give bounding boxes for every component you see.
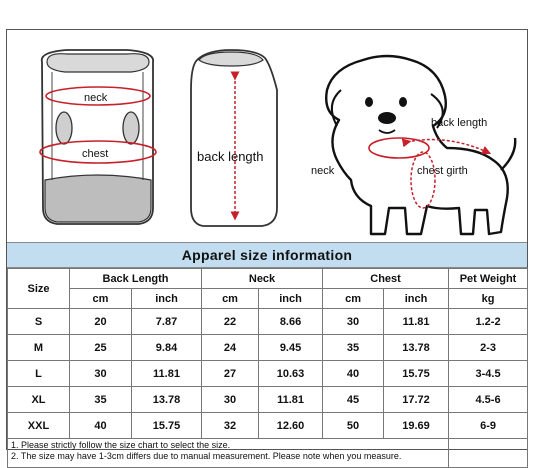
table-cell: 15.75 (132, 413, 202, 439)
table-row (8, 413, 528, 439)
size-table (7, 268, 528, 468)
table-cell: 12.60 (259, 413, 323, 439)
dog-chest-girth-label: chest girth (417, 165, 468, 177)
table-cell: 3-4.5 (449, 361, 528, 387)
table-cell: 30 (70, 361, 132, 387)
table-row (8, 361, 528, 387)
table-cell: 9.84 (132, 335, 202, 361)
table-cell: 20 (70, 309, 132, 335)
table-cell: 30 (202, 387, 259, 413)
table-cell: 24 (202, 335, 259, 361)
dog-neck-label: neck (311, 165, 335, 177)
group-header: Back Length (70, 269, 202, 289)
table-cell: 9.45 (259, 335, 323, 361)
unit-header: cm (323, 289, 384, 309)
back-length-label: back length (197, 149, 264, 164)
table-cell: 2-3 (449, 335, 528, 361)
size-chart-frame (6, 29, 528, 461)
table-cell: 22 (202, 309, 259, 335)
note-line: 1. Please strictly follow the size chart to select the size. (11, 440, 231, 450)
table-cell: 1.2-2 (449, 309, 528, 335)
unit-header: inch (259, 289, 323, 309)
table-cell: 25 (70, 335, 132, 361)
size-cell: XXL (8, 413, 70, 439)
table-title: Apparel size information (7, 242, 527, 268)
table-row (8, 309, 528, 335)
table-cell: 11.81 (259, 387, 323, 413)
table-cell: 17.72 (384, 387, 449, 413)
table-cell: 50 (323, 413, 384, 439)
garment-back-icon (191, 50, 277, 226)
table-row (8, 387, 528, 413)
table-cell: 11.81 (132, 361, 202, 387)
note-line: 2. The size may have 1-3cm differs due to manual measurement. Please note when you measure. (11, 451, 402, 461)
table-cell: 19.69 (384, 413, 449, 439)
table-cell: 7.87 (132, 309, 202, 335)
unit-header: cm (70, 289, 132, 309)
table-cell: 35 (70, 387, 132, 413)
unit-header: inch (384, 289, 449, 309)
size-cell: M (8, 335, 70, 361)
size-cell: S (8, 309, 70, 335)
size-header: Size (8, 269, 70, 309)
table-row (8, 335, 528, 361)
table-cell: 10.63 (259, 361, 323, 387)
measurement-illustration (7, 30, 527, 242)
table-cell: 32 (202, 413, 259, 439)
chest-front-label: chest (82, 148, 109, 160)
table-cell: 13.78 (132, 387, 202, 413)
dog-back-length-label: back length (431, 117, 488, 129)
table-cell: 6-9 (449, 413, 528, 439)
table-cell: 35 (323, 335, 384, 361)
table-cell: 27 (202, 361, 259, 387)
table-cell: 45 (323, 387, 384, 413)
group-header: Pet Weight (449, 269, 528, 289)
table-cell: 40 (323, 361, 384, 387)
table-cell: 13.78 (384, 335, 449, 361)
unit-header: kg (449, 289, 528, 309)
garment-front-icon (40, 50, 156, 224)
notes-empty-cell (449, 439, 528, 468)
size-cell: L (8, 361, 70, 387)
table-cell: 4.5-6 (449, 387, 528, 413)
table-cell: 15.75 (384, 361, 449, 387)
neck-front-label: neck (84, 92, 108, 104)
table-cell: 30 (323, 309, 384, 335)
group-header: Neck (202, 269, 323, 289)
table-cell: 40 (70, 413, 132, 439)
table-cell: 8.66 (259, 309, 323, 335)
unit-header: inch (132, 289, 202, 309)
notes-cell (8, 439, 449, 468)
group-header: Chest (323, 269, 449, 289)
size-cell: XL (8, 387, 70, 413)
table-cell: 11.81 (384, 309, 449, 335)
dog-icon (311, 56, 515, 234)
unit-header: cm (202, 289, 259, 309)
